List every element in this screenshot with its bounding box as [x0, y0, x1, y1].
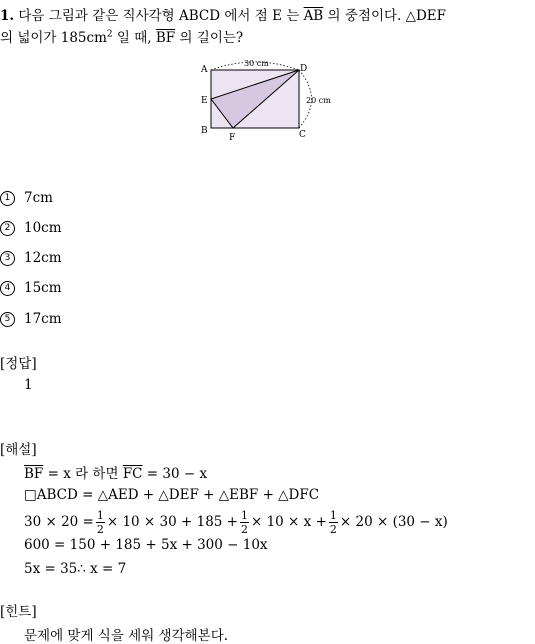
- option-marker: 4: [0, 281, 15, 296]
- question-ask: 의 길이는?: [175, 30, 244, 46]
- option-text: 17cm: [24, 311, 62, 327]
- explanation-line-5: 5x = 35∴ x = 7: [24, 561, 127, 577]
- answer-heading: [정답]: [0, 356, 37, 372]
- fraction-half: [240, 510, 249, 535]
- option-marker: 1: [0, 191, 15, 206]
- option-marker: 2: [0, 221, 15, 236]
- top-dimension-label: 30 cm: [244, 59, 269, 68]
- fraction-denominator: 2: [329, 522, 337, 536]
- fraction-denominator: 2: [240, 522, 248, 536]
- area-exponent: 2: [106, 29, 113, 40]
- question-text-cont: 의 중점이다. △DEF: [323, 8, 447, 24]
- explanation-text: × 10 × 30 + 185 +: [106, 514, 238, 530]
- label-f: F: [229, 133, 236, 143]
- question-area: 의 넓이가 185cm: [0, 30, 107, 46]
- question-line-2: [0, 26, 243, 46]
- option-text: 12cm: [24, 250, 62, 266]
- explanation-text: × 10 × x +: [250, 514, 327, 530]
- explanation-text: 30 × 20 =: [24, 514, 94, 530]
- explanation-text: × 20 × (30 − x): [339, 514, 448, 530]
- explanation-line-2: □ABCD = △AED + △DEF + △EBF + △DFC: [24, 487, 320, 503]
- option-5[interactable]: [0, 311, 62, 327]
- side-dimension-label: 20 cm: [306, 96, 331, 105]
- option-marker: 3: [0, 251, 15, 266]
- option-4[interactable]: [0, 280, 62, 296]
- fraction-numerator: 1: [329, 508, 337, 522]
- label-a: A: [201, 65, 208, 75]
- hint-heading: [힌트]: [0, 604, 37, 620]
- option-1[interactable]: [0, 190, 53, 206]
- segment-bf: $\overline{BF}$: [155, 30, 176, 46]
- explanation-line-1: [24, 462, 207, 482]
- fraction-numerator: 1: [96, 508, 104, 522]
- question-text: 다음 그림과 같은 직사각형 ABCD 에서 점 E 는: [18, 8, 304, 24]
- label-c: C: [299, 130, 306, 140]
- explanation-text: = 30 − x: [142, 466, 208, 482]
- question-number: 1.: [0, 8, 15, 24]
- label-d: D: [300, 64, 308, 74]
- segment-bf: $\overline{BF}$: [24, 466, 44, 482]
- label-e: E: [201, 96, 208, 106]
- explanation-text: = x 라 하면: [43, 466, 123, 482]
- answer-value: 1: [24, 377, 33, 393]
- fraction-half: [329, 510, 338, 535]
- option-text: 10cm: [24, 220, 62, 236]
- option-marker: 5: [0, 312, 15, 327]
- segment-fc: $\overline{FC}$: [122, 466, 143, 482]
- option-3[interactable]: [0, 250, 62, 266]
- segment-ab: $\overline{AB}$: [303, 8, 324, 24]
- option-2[interactable]: [0, 220, 62, 236]
- explanation-line-4: 600 = 150 + 185 + 5x + 300 − 10x: [24, 537, 268, 553]
- explanation-line-3: [24, 505, 448, 539]
- label-b: B: [201, 126, 208, 136]
- explanation-heading: [해설]: [0, 442, 37, 458]
- option-text: 15cm: [24, 280, 62, 296]
- question-line-1: [0, 4, 446, 24]
- fraction-denominator: 2: [96, 522, 104, 536]
- fraction-numerator: 1: [240, 508, 248, 522]
- fraction-half: [96, 510, 105, 535]
- rectangle-figure: [196, 58, 346, 148]
- hint-text: 문제에 맞게 식을 세워 생각해본다.: [24, 628, 229, 644]
- question-when: 일 때,: [112, 30, 156, 46]
- option-text: 7cm: [24, 190, 53, 206]
